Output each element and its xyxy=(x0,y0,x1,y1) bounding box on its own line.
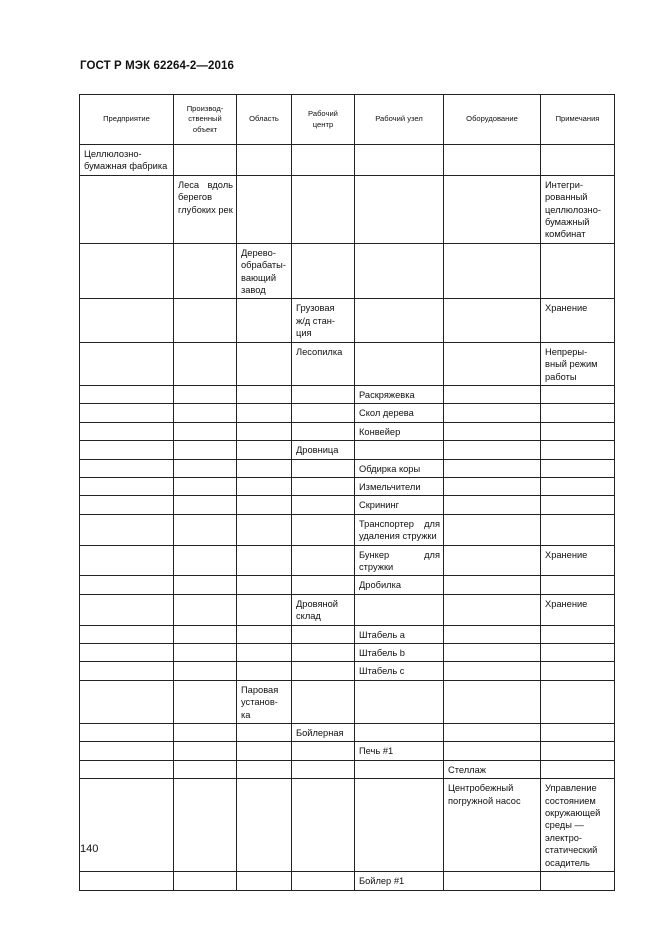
cell-work-unit: Транспортер для удаления стружки xyxy=(355,514,444,545)
cell-enterprise xyxy=(80,459,174,477)
cell-equipment xyxy=(444,385,541,403)
cell-notes xyxy=(541,760,615,778)
cell-work-unit xyxy=(355,760,444,778)
cell-work-unit: Штабель с xyxy=(355,662,444,680)
cell-enterprise xyxy=(80,872,174,890)
cell-equipment xyxy=(444,342,541,385)
cell-work-center xyxy=(292,145,355,176)
table-row xyxy=(80,724,615,742)
cell-site xyxy=(174,422,237,440)
cell-work-unit: Конвейер xyxy=(355,422,444,440)
cell-work-center xyxy=(292,477,355,495)
cell-enterprise xyxy=(80,477,174,495)
cell-equipment xyxy=(444,459,541,477)
cell-area: Паровая установ- ка xyxy=(237,680,292,723)
cell-work-center xyxy=(292,404,355,422)
cell-site xyxy=(174,496,237,514)
cell-area xyxy=(237,644,292,662)
cell-work-center xyxy=(292,644,355,662)
cell-equipment xyxy=(444,625,541,643)
cell-enterprise xyxy=(80,662,174,680)
cell-equipment xyxy=(444,145,541,176)
column-header-area: Область xyxy=(237,95,292,145)
cell-enterprise xyxy=(80,514,174,545)
cell-notes: Непреры- вный режим работы xyxy=(541,342,615,385)
cell-area xyxy=(237,404,292,422)
cell-work-unit xyxy=(355,441,444,459)
cell-work-center xyxy=(292,243,355,299)
cell-area xyxy=(237,576,292,594)
cell-work-center: Бойлерная xyxy=(292,724,355,742)
cell-notes xyxy=(541,680,615,723)
cell-work-unit xyxy=(355,779,444,872)
cell-notes xyxy=(541,724,615,742)
cell-enterprise xyxy=(80,404,174,422)
column-header-work-unit: Рабочий узел xyxy=(355,95,444,145)
cell-work-unit xyxy=(355,145,444,176)
cell-enterprise xyxy=(80,625,174,643)
cell-notes xyxy=(541,477,615,495)
cell-notes: Хранение xyxy=(541,545,615,576)
table-row xyxy=(80,477,615,495)
cell-equipment xyxy=(444,175,541,243)
table-row xyxy=(80,576,615,594)
table-row xyxy=(80,496,615,514)
cell-work-unit xyxy=(355,724,444,742)
cell-work-unit xyxy=(355,299,444,342)
cell-area xyxy=(237,145,292,176)
cell-work-unit: Раскряжевка xyxy=(355,385,444,403)
table-row xyxy=(80,459,615,477)
cell-enterprise: Целлюлозно-бумажная фабрика xyxy=(80,145,174,176)
cell-notes xyxy=(541,385,615,403)
cell-work-unit: Обдирка коры xyxy=(355,459,444,477)
cell-equipment xyxy=(444,441,541,459)
cell-enterprise xyxy=(80,724,174,742)
cell-equipment xyxy=(444,644,541,662)
cell-notes xyxy=(541,625,615,643)
cell-work-center xyxy=(292,760,355,778)
cell-enterprise xyxy=(80,422,174,440)
cell-area: Дерево- обрабаты- вающий завод xyxy=(237,243,292,299)
cell-work-center xyxy=(292,662,355,680)
cell-site xyxy=(174,243,237,299)
table-row xyxy=(80,760,615,778)
cell-work-unit: Штабель b xyxy=(355,644,444,662)
cell-area xyxy=(237,385,292,403)
cell-work-unit xyxy=(355,594,444,625)
cell-enterprise xyxy=(80,175,174,243)
cell-enterprise xyxy=(80,342,174,385)
cell-notes xyxy=(541,145,615,176)
cell-equipment xyxy=(444,299,541,342)
cell-equipment xyxy=(444,477,541,495)
cell-notes xyxy=(541,872,615,890)
cell-area xyxy=(237,625,292,643)
cell-work-center xyxy=(292,779,355,872)
cell-work-unit xyxy=(355,175,444,243)
cell-notes: Интегри- рованный целлюлозно- бумажный комбинат xyxy=(541,175,615,243)
table-row xyxy=(80,680,615,723)
cell-site xyxy=(174,299,237,342)
table-row xyxy=(80,342,615,385)
cell-work-unit xyxy=(355,342,444,385)
cell-equipment xyxy=(444,662,541,680)
cell-equipment xyxy=(444,514,541,545)
cell-area xyxy=(237,342,292,385)
cell-work-unit: Бойлер #1 xyxy=(355,872,444,890)
cell-enterprise xyxy=(80,299,174,342)
cell-equipment xyxy=(444,496,541,514)
cell-work-unit: Скрининг xyxy=(355,496,444,514)
cell-work-unit: Измельчители xyxy=(355,477,444,495)
cell-enterprise xyxy=(80,680,174,723)
cell-site xyxy=(174,644,237,662)
cell-site xyxy=(174,514,237,545)
cell-area xyxy=(237,742,292,760)
table-row xyxy=(80,514,615,545)
cell-equipment xyxy=(444,422,541,440)
cell-work-center xyxy=(292,175,355,243)
table-row xyxy=(80,872,615,890)
cell-enterprise xyxy=(80,742,174,760)
cell-work-center xyxy=(292,625,355,643)
cell-equipment xyxy=(444,243,541,299)
cell-work-center xyxy=(292,385,355,403)
cell-work-center xyxy=(292,680,355,723)
table-row xyxy=(80,385,615,403)
cell-site xyxy=(174,477,237,495)
page-number: 140 xyxy=(80,843,99,855)
cell-equipment xyxy=(444,594,541,625)
cell-work-center xyxy=(292,422,355,440)
cell-site xyxy=(174,680,237,723)
cell-area xyxy=(237,514,292,545)
cell-area xyxy=(237,299,292,342)
cell-enterprise xyxy=(80,760,174,778)
cell-equipment xyxy=(444,872,541,890)
cell-work-unit xyxy=(355,243,444,299)
cell-enterprise xyxy=(80,385,174,403)
cell-site xyxy=(174,404,237,422)
table-row xyxy=(80,145,615,176)
cell-notes xyxy=(541,243,615,299)
table-row xyxy=(80,422,615,440)
document-header: ГОСТ Р МЭК 62264-2—2016 xyxy=(80,60,234,72)
cell-site xyxy=(174,342,237,385)
cell-work-center: Лесопилка xyxy=(292,342,355,385)
cell-notes xyxy=(541,441,615,459)
cell-site xyxy=(174,385,237,403)
cell-work-center xyxy=(292,545,355,576)
cell-notes: Хранение xyxy=(541,299,615,342)
cell-work-unit: Скол дерева xyxy=(355,404,444,422)
cell-equipment: Стеллаж xyxy=(444,760,541,778)
cell-notes xyxy=(541,422,615,440)
cell-equipment xyxy=(444,404,541,422)
cell-enterprise xyxy=(80,594,174,625)
cell-site xyxy=(174,662,237,680)
cell-work-unit: Штабель а xyxy=(355,625,444,643)
cell-notes xyxy=(541,496,615,514)
cell-equipment xyxy=(444,680,541,723)
cell-area xyxy=(237,175,292,243)
table-row xyxy=(80,243,615,299)
cell-area xyxy=(237,724,292,742)
table-row xyxy=(80,662,615,680)
cell-site xyxy=(174,742,237,760)
cell-site xyxy=(174,145,237,176)
cell-work-center xyxy=(292,514,355,545)
cell-notes xyxy=(541,404,615,422)
cell-notes: Хранение xyxy=(541,594,615,625)
column-header-equipment: Оборудование xyxy=(444,95,541,145)
table-row xyxy=(80,779,615,872)
cell-work-unit xyxy=(355,680,444,723)
cell-enterprise xyxy=(80,576,174,594)
table-row xyxy=(80,299,615,342)
cell-area xyxy=(237,496,292,514)
cell-work-center xyxy=(292,742,355,760)
cell-notes xyxy=(541,662,615,680)
cell-equipment: Центробежный погружной насос xyxy=(444,779,541,872)
cell-area xyxy=(237,545,292,576)
cell-work-center: Дровница xyxy=(292,441,355,459)
cell-work-center xyxy=(292,496,355,514)
cell-site xyxy=(174,459,237,477)
cell-enterprise xyxy=(80,545,174,576)
cell-notes xyxy=(541,576,615,594)
cell-enterprise xyxy=(80,644,174,662)
table-row xyxy=(80,625,615,643)
cell-site xyxy=(174,779,237,872)
cell-work-center xyxy=(292,872,355,890)
cell-area xyxy=(237,594,292,625)
table-body xyxy=(80,145,615,891)
cell-area xyxy=(237,459,292,477)
cell-equipment xyxy=(444,576,541,594)
cell-notes xyxy=(541,644,615,662)
cell-site xyxy=(174,625,237,643)
cell-work-unit: Печь #1 xyxy=(355,742,444,760)
cell-notes: Управление состоянием окружающей среды — электро- статический осадитель xyxy=(541,779,615,872)
cell-enterprise xyxy=(80,441,174,459)
cell-enterprise xyxy=(80,243,174,299)
cell-site xyxy=(174,760,237,778)
table-row xyxy=(80,644,615,662)
cell-area xyxy=(237,662,292,680)
column-header-site: Производ- ственный объект xyxy=(174,95,237,145)
cell-work-center: Грузовая ж/д стан- ция xyxy=(292,299,355,342)
data-table xyxy=(79,94,615,891)
cell-work-center xyxy=(292,459,355,477)
cell-site xyxy=(174,576,237,594)
cell-area xyxy=(237,760,292,778)
cell-site: Леса вдоль берегов глубоких рек xyxy=(174,175,237,243)
cell-equipment xyxy=(444,742,541,760)
cell-notes xyxy=(541,742,615,760)
table-row xyxy=(80,594,615,625)
cell-work-unit: Дробилка xyxy=(355,576,444,594)
table-row xyxy=(80,441,615,459)
cell-area xyxy=(237,779,292,872)
cell-site xyxy=(174,545,237,576)
table-row xyxy=(80,404,615,422)
cell-notes xyxy=(541,514,615,545)
cell-work-center xyxy=(292,576,355,594)
table-row xyxy=(80,175,615,243)
column-header-enterprise: Предприятие xyxy=(80,95,174,145)
cell-area xyxy=(237,872,292,890)
table-row xyxy=(80,545,615,576)
cell-site xyxy=(174,441,237,459)
cell-area xyxy=(237,477,292,495)
table-row xyxy=(80,742,615,760)
column-header-notes: Примечания xyxy=(541,95,615,145)
cell-site xyxy=(174,594,237,625)
column-header-work-center: Рабочий центр xyxy=(292,95,355,145)
cell-notes xyxy=(541,459,615,477)
cell-enterprise xyxy=(80,496,174,514)
cell-area xyxy=(237,441,292,459)
cell-enterprise xyxy=(80,779,174,872)
cell-area xyxy=(237,422,292,440)
table-header-row xyxy=(80,95,615,145)
cell-equipment xyxy=(444,545,541,576)
cell-equipment xyxy=(444,724,541,742)
cell-site xyxy=(174,724,237,742)
cell-site xyxy=(174,872,237,890)
cell-work-center: Дровяной склад xyxy=(292,594,355,625)
cell-work-unit: Бункер для стружки xyxy=(355,545,444,576)
